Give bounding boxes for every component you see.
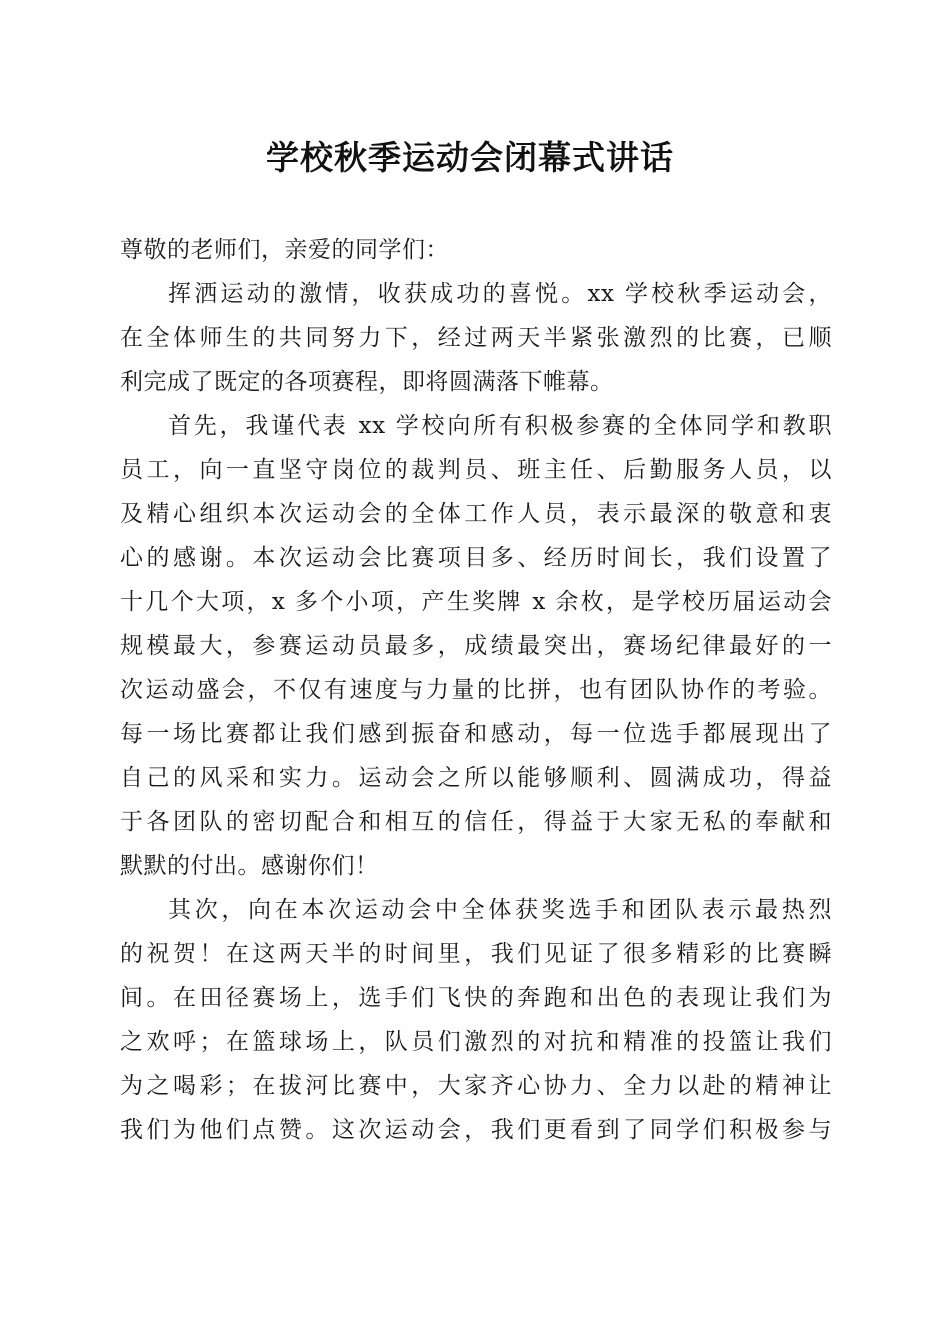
paragraph-line: 次运动盛会，不仅有速度与力量的比拼，也有团队协作的考验。 <box>120 677 832 703</box>
paragraph-line: 的祝贺！在这两天半的时间里，我们见证了很多精彩的比赛瞬 <box>120 941 832 967</box>
paragraph-line: 默默的付出。感谢你们！ <box>120 853 379 879</box>
paragraph-line: 自己的风采和实力。运动会之所以能够顺利、圆满成功，得益 <box>120 765 832 791</box>
paragraph-line: 其次，向在本次运动会中全体获奖选手和团队表示最热烈 <box>168 897 832 923</box>
paragraph-line: 首先，我谨代表 xx 学校向所有积极参赛的全体同学和教职 <box>168 413 832 439</box>
paragraph-line: 利完成了既定的各项赛程，即将圆满落下帷幕。 <box>120 369 614 395</box>
paragraph-line: 每一场比赛都让我们感到振奋和感动，每一位选手都展现出了 <box>120 721 832 747</box>
paragraph-line: 为之喝彩；在拔河比赛中，大家齐心协力、全力以赴的精神让 <box>120 1073 832 1099</box>
paragraph-line: 员工，向一直坚守岗位的裁判员、班主任、后勤服务人员，以 <box>120 457 832 483</box>
paragraph-line: 心的感谢。本次运动会比赛项目多、经历时间长，我们设置了 <box>120 545 832 571</box>
paragraph-line: 间。在田径赛场上，选手们飞快的奔跑和出色的表现让我们为 <box>120 985 832 1011</box>
paragraph-line: 之欢呼；在篮球场上，队员们激烈的对抗和精准的投篮让我们 <box>120 1029 832 1055</box>
paragraph-line: 挥洒运动的激情，收获成功的喜悦。xx 学校秋季运动会， <box>168 281 832 307</box>
paragraph-line: 十几个大项，x 多个小项，产生奖牌 x 余枚，是学校历届运动会 <box>120 589 832 615</box>
salutation-line: 尊敬的老师们，亲爱的同学们： <box>120 237 449 263</box>
document-body <box>120 228 832 1152</box>
paragraph-line: 在全体师生的共同努力下，经过两天半紧张激烈的比赛，已顺 <box>120 325 832 351</box>
paragraph-line: 我们为他们点赞。这次运动会，我们更看到了同学们积极参与 <box>120 1117 832 1143</box>
document-title: 学校秋季运动会闭幕式讲话 <box>266 138 674 177</box>
paragraph-line: 规模最大，参赛运动员最多，成绩最突出，赛场纪律最好的一 <box>120 633 832 659</box>
paragraph-line: 及精心组织本次运动会的全体工作人员，表示最深的敬意和衷 <box>120 501 832 527</box>
paragraph-line: 于各团队的密切配合和相互的信任，得益于大家无私的奉献和 <box>120 809 832 835</box>
